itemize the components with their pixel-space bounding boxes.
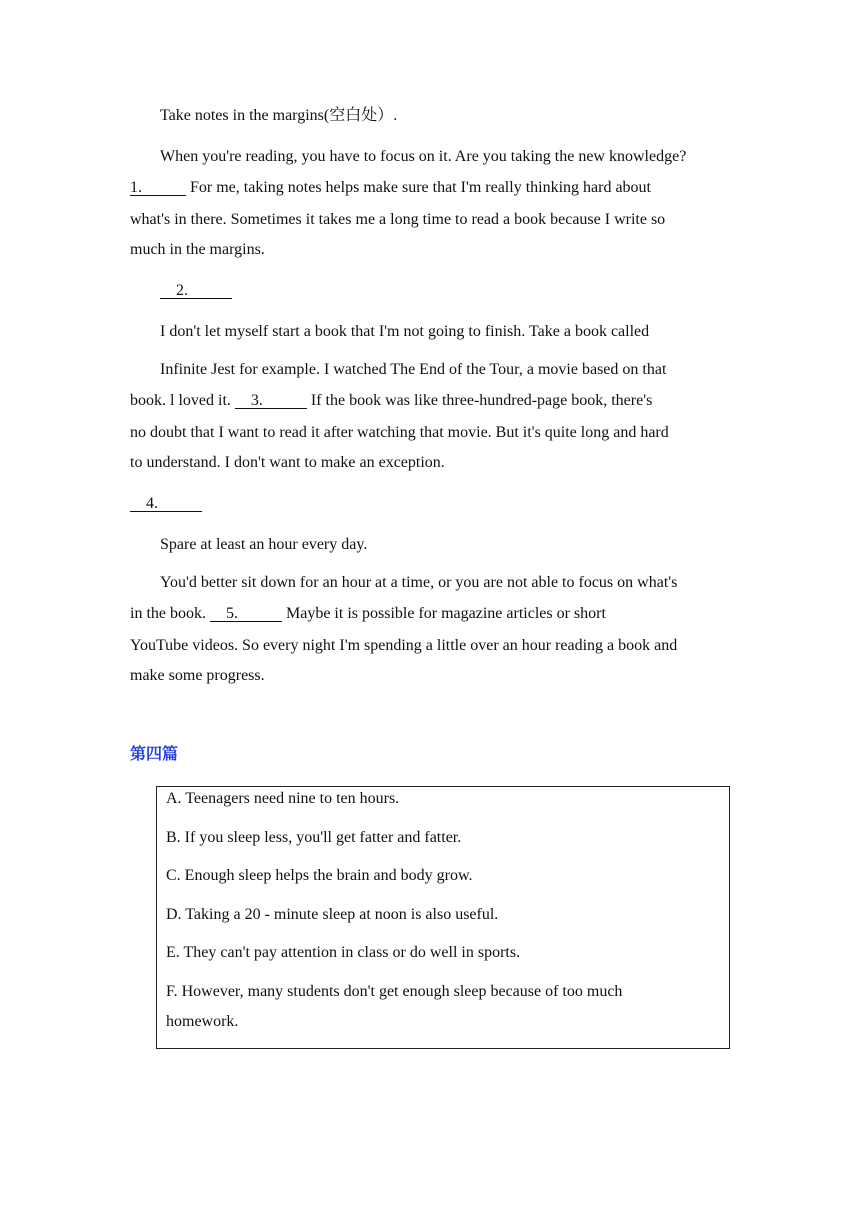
option-f-continued: homework. <box>166 1013 239 1030</box>
paragraph-line: no doubt that I want to read it after watching that movie. But it's quite long and hard <box>130 424 669 441</box>
paragraph-line: what's in there. Sometimes it takes me a long time to read a book because I write so <box>130 211 666 228</box>
answer-blank-1[interactable]: 1. <box>130 179 186 196</box>
option-a: A. Teenagers need nine to ten hours. <box>166 790 400 807</box>
subheading-take-notes: Take notes in the margins(空白处）. <box>160 107 398 124</box>
answer-blank-2[interactable]: 2. <box>160 282 232 299</box>
paragraph-text: If the book was like three-hundred-page book, there's <box>306 392 653 409</box>
paragraph-line: YouTube videos. So every night I'm spending a little over an hour reading a book and <box>130 637 678 654</box>
option-e: E. They can't pay attention in class or do well in sports. <box>166 944 521 961</box>
paragraph-line: Infinite Jest for example. I watched The End of the Tour, a movie based on that <box>160 361 667 378</box>
paragraph-line <box>130 391 652 411</box>
options-box <box>156 786 730 1049</box>
answer-blank-4[interactable]: 4. <box>130 495 202 512</box>
paragraph-text: in the book. <box>130 605 210 622</box>
option-c: C. Enough sleep helps the brain and body grow. <box>166 867 473 884</box>
paragraph-line <box>130 178 651 198</box>
paragraph-line: much in the margins. <box>130 241 265 258</box>
section-title: 第四篇 <box>130 744 179 763</box>
paragraph-text: Maybe it is possible for magazine articles or short <box>282 605 606 622</box>
paragraph-line <box>160 281 232 301</box>
paragraph-line <box>130 494 202 514</box>
option-f: F. However, many students don't get enough sleep because of too much <box>166 983 623 1000</box>
paragraph-line <box>130 604 606 624</box>
answer-blank-5[interactable]: 5. <box>210 605 282 622</box>
paragraph-line: You'd better sit down for an hour at a time, or you are not able to focus on what's <box>160 574 678 591</box>
paragraph-line: to understand. I don't want to make an exception. <box>130 454 445 471</box>
answer-blank-3[interactable]: 3. <box>234 392 307 409</box>
paragraph-text: book. l loved it. <box>130 392 235 409</box>
option-b: B. If you sleep less, you'll get fatter and fatter. <box>166 829 462 846</box>
paragraph-line: make some progress. <box>130 667 265 684</box>
paragraph-text: For me, taking notes helps make sure that I'm really thinking hard about <box>186 179 651 196</box>
paragraph-line: When you're reading, you have to focus on it. Are you taking the new knowledge? <box>160 148 687 165</box>
paragraph-line: I don't let myself start a book that I'm not going to finish. Take a book called <box>160 323 650 340</box>
subheading-spare-hour: Spare at least an hour every day. <box>160 536 368 553</box>
option-d: D. Taking a 20 - minute sleep at noon is also useful. <box>166 906 499 923</box>
